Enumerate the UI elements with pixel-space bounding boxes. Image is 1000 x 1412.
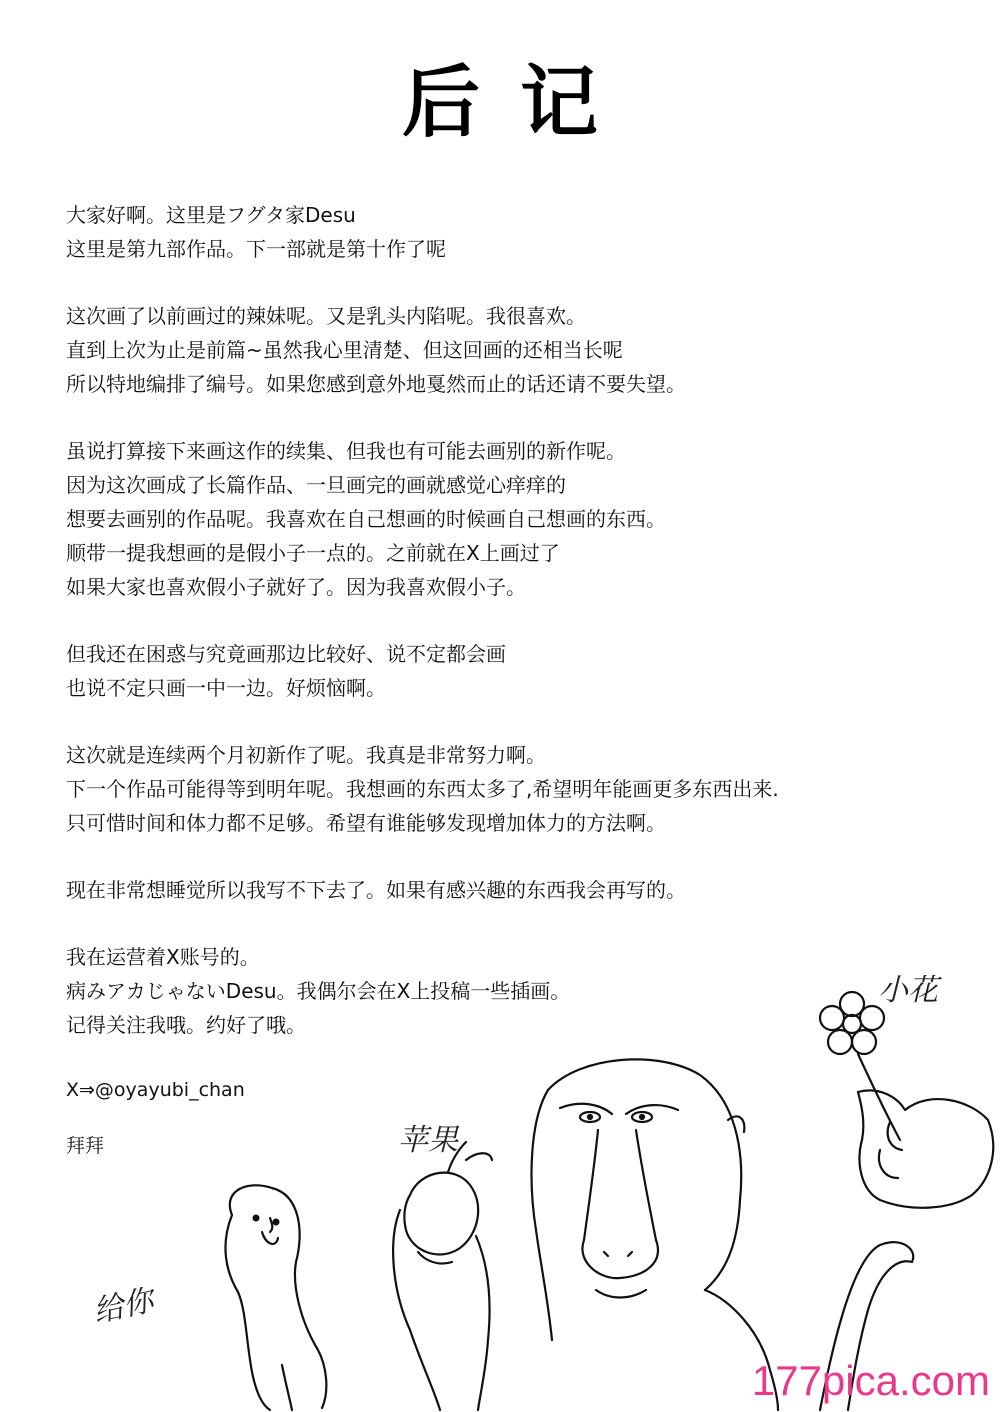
text-line: 这次画了以前画过的辣妹呢。又是乳头内陷呢。我很喜欢。 — [66, 304, 586, 328]
text-line: 这次就是连续两个月初新作了呢。我真是非常努力啊。 — [66, 743, 546, 767]
text-line: 这里是第九部作品。下一部就是第十作了呢 — [66, 237, 446, 261]
paragraph-4 — [66, 637, 826, 705]
paragraph-3 — [66, 434, 826, 604]
farewell-text: 拜拜 — [66, 1135, 105, 1157]
text-line: 只可惜时间和体力都不足够。希望有谁能够发现增加体力的方法啊。 — [66, 811, 666, 835]
text-line: 顺带一提我想画的是假小子一点的。之前就在X上画过了 — [66, 541, 560, 565]
paragraph-1 — [66, 198, 826, 266]
afterword-body — [66, 198, 826, 1161]
text-line: 但我还在困惑与究竟画那边比较好、说不定都会画 — [66, 642, 506, 666]
text-line: 现在非常想睡觉所以我写不下去了。如果有感兴趣的东西我会再写的。 — [66, 878, 686, 902]
watermark: 177pica.com — [751, 1357, 990, 1404]
apple-label: 苹果 — [398, 1123, 458, 1158]
page-title: 后记 — [401, 58, 638, 148]
paragraph-2 — [66, 299, 826, 401]
blob-creature-drawing — [225, 1185, 326, 1410]
x-handle: X⇒@oyayubi_chan — [66, 1079, 245, 1101]
text-line: 记得关注我哦。约好了哦。 — [66, 1013, 306, 1037]
text-line: 大家好啊。这里是フグタ家Desu — [66, 203, 356, 227]
paragraph-6 — [66, 873, 826, 907]
give-label: 给你 — [90, 1283, 157, 1330]
text-line: 病みアカじゃないDesu。我偶尔会在X上投稿一些插画。 — [66, 979, 571, 1003]
text-line: 如果大家也喜欢假小子就好了。因为我喜欢假小子。 — [66, 575, 526, 599]
text-line: 因为这次画成了长篇作品、一旦画完的画就感觉心痒痒的 — [66, 473, 566, 497]
text-line: 也说不定只画一中一边。好烦恼啊。 — [66, 676, 386, 700]
flower-label: 小花 — [878, 973, 938, 1008]
paragraph-5 — [66, 738, 826, 840]
text-line: 所以特地编排了编号。如果您感到意外地戛然而止的话还请不要失望。 — [66, 372, 686, 396]
paragraph-7 — [66, 940, 826, 1042]
text-line: 下一个作品可能得等到明年呢。我想画的东西太多了,希望明年能画更多东西出来. — [66, 777, 779, 801]
apple-in-hand-drawing — [393, 1142, 492, 1410]
text-line: 我在运营着X账号的。 — [66, 945, 260, 969]
text-line: 虽说打算接下来画这作的续集、但我也有可能去画别的新作呢。 — [66, 439, 626, 463]
text-line: 直到上次为止是前篇~虽然我心里清楚、但这回画的还相当长呢 — [66, 338, 623, 362]
flower-in-hand-drawing — [820, 992, 993, 1208]
text-line: 想要去画别的作品呢。我喜欢在自己想画的时候画自己想画的东西。 — [66, 507, 666, 531]
